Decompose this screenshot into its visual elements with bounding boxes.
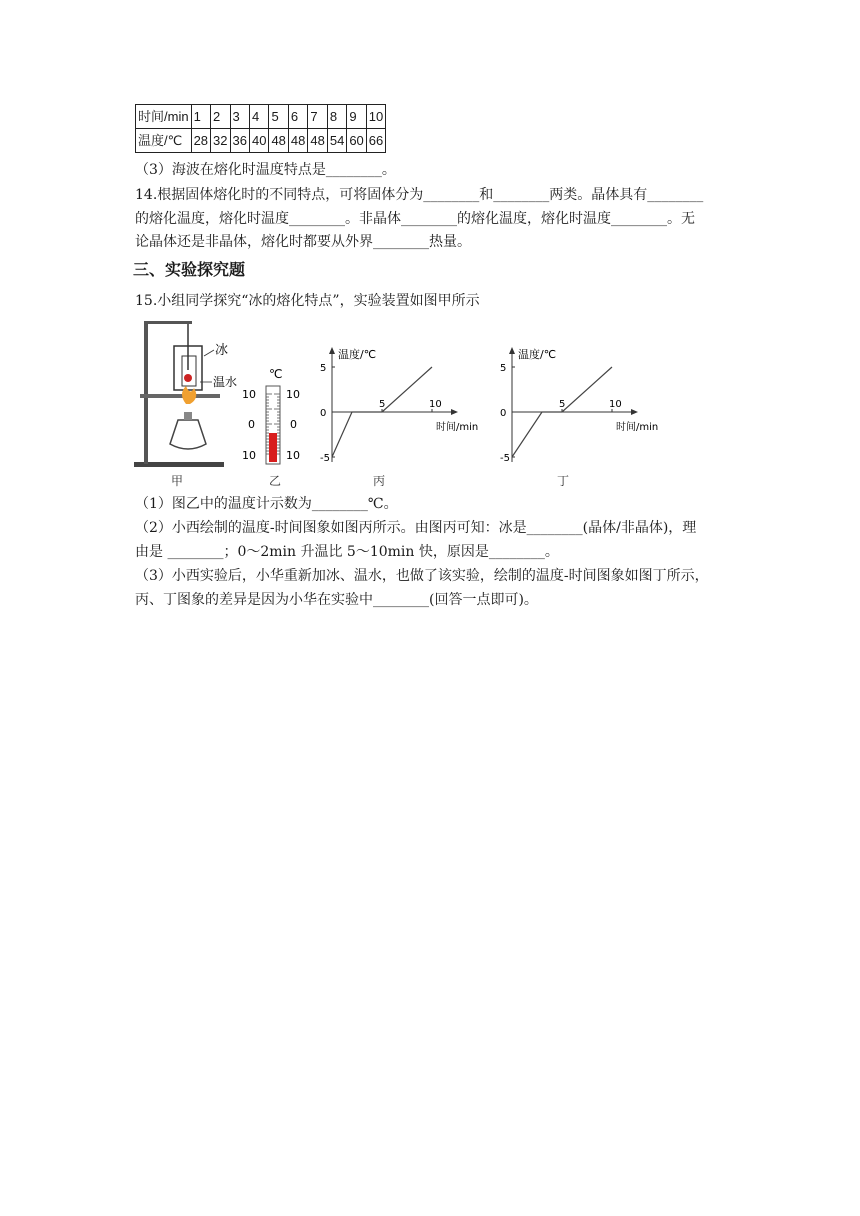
table-cell: 10 (366, 105, 385, 129)
caption-yi: 乙 (269, 474, 282, 488)
caption-ding: 丁 (557, 474, 570, 488)
table-cell: 8 (327, 105, 346, 129)
x-tick-label: 5 (379, 399, 386, 410)
graph-ding (490, 340, 670, 470)
question-14-line-2: 的熔化温度，熔化时温度________。非晶体________的熔化温度，熔化时温度________。无 (135, 211, 695, 227)
graph-y-label: 温度/℃ (518, 348, 557, 361)
table-cell: 1 (191, 105, 210, 129)
question-15-part-2-line-1: （2）小西绘制的温度-时间图象如图丙所示。由图丙可知：冰是________(晶体/非晶体)，理 (135, 520, 697, 536)
temperature-time-table (135, 104, 386, 153)
question-14-line-3: 论晶体还是非晶体，熔化时都要从外界________热量。 (135, 234, 471, 250)
table-cell: 48 (308, 129, 327, 153)
table-header-temperature: 温度/℃ (136, 129, 192, 153)
table-cell: 48 (269, 129, 288, 153)
thermometer-liquid (269, 433, 277, 462)
table-cell: 32 (211, 129, 230, 153)
thermometer-figure (240, 364, 302, 468)
table-cell: 3 (230, 105, 249, 129)
table-cell: 54 (327, 129, 346, 153)
thermometer-tick-label: 10 (242, 449, 256, 462)
y-axis-arrow (329, 347, 335, 354)
y-axis-arrow (509, 347, 515, 354)
graph-x-label: 时间/min (436, 422, 479, 433)
x-axis-arrow (631, 409, 638, 415)
y-tick-label: 0 (320, 408, 327, 419)
x-axis-arrow (451, 409, 458, 415)
ice-label: 冰 (215, 343, 229, 358)
graph-y-label: 温度/℃ (338, 348, 377, 361)
thermometer-tick-label: 10 (286, 449, 300, 462)
warm-water-label: 温水 (213, 375, 238, 389)
table-row-time (136, 105, 386, 129)
table-cell: 40 (249, 129, 268, 153)
table-cell: 7 (308, 105, 327, 129)
table-cell: 60 (347, 129, 366, 153)
caption-bing: 丙 (373, 474, 386, 488)
caption-jia: 甲 (171, 474, 184, 488)
table-cell: 2 (211, 105, 230, 129)
question-13-part-3: （3）海波在熔化时温度特点是________。 (135, 162, 396, 178)
x-tick-label: 5 (559, 399, 566, 410)
question-15-part-1: （1）图乙中的温度计示数为________℃。 (135, 496, 398, 512)
table-header-time: 时间/min (136, 105, 192, 129)
graph-bing (310, 340, 490, 470)
table-cell: 28 (191, 129, 210, 153)
question-15-part-2-line-2: 由是 ________；0～2min 升温比 5～10min 快，原因是________。 (135, 544, 559, 560)
x-tick-label: 10 (429, 399, 442, 410)
table-cell: 4 (249, 105, 268, 129)
table-cell: 9 (347, 105, 366, 129)
x-tick-label: 10 (609, 399, 622, 410)
table-cell: 36 (230, 129, 249, 153)
question-15-stem: 15.小组同学探究“冰的熔化特点”，实验装置如图甲所示 (135, 293, 480, 309)
thermometer-unit: ℃ (269, 367, 283, 381)
table-cell: 48 (288, 129, 307, 153)
question-15-part-3-line-2: 丙、丁图象的差异是因为小华在实验中________(回答一点即可)。 (135, 592, 538, 608)
thermometer-tick-label: 10 (242, 388, 256, 401)
table-row-temperature (136, 129, 386, 153)
apparatus-figure (130, 316, 240, 470)
table-cell: 5 (269, 105, 288, 129)
question-14-line-1: 14.根据固体熔化时的不同特点，可将固体分为________和________两类。晶体具有________ (135, 187, 704, 203)
y-tick-label: 0 (500, 408, 507, 419)
thermometer-tick-label: 0 (248, 418, 255, 431)
thermometer-tick-label: 0 (290, 418, 297, 431)
question-15-part-3-line-1: （3）小西实验后，小华重新加冰、温水，也做了该实验，绘制的温度-时间图象如图丁所示， (135, 568, 709, 584)
y-tick-label: 5 (500, 363, 507, 374)
y-tick-label: -5 (320, 453, 330, 464)
y-tick-label: 5 (320, 363, 327, 374)
y-tick-label: -5 (500, 453, 510, 464)
table-cell: 6 (288, 105, 307, 129)
table-cell: 66 (366, 129, 385, 153)
graph-x-label: 时间/min (616, 422, 659, 433)
thermometer-tick-label: 10 (286, 388, 300, 401)
section-heading: 三、实验探究题 (133, 260, 246, 279)
